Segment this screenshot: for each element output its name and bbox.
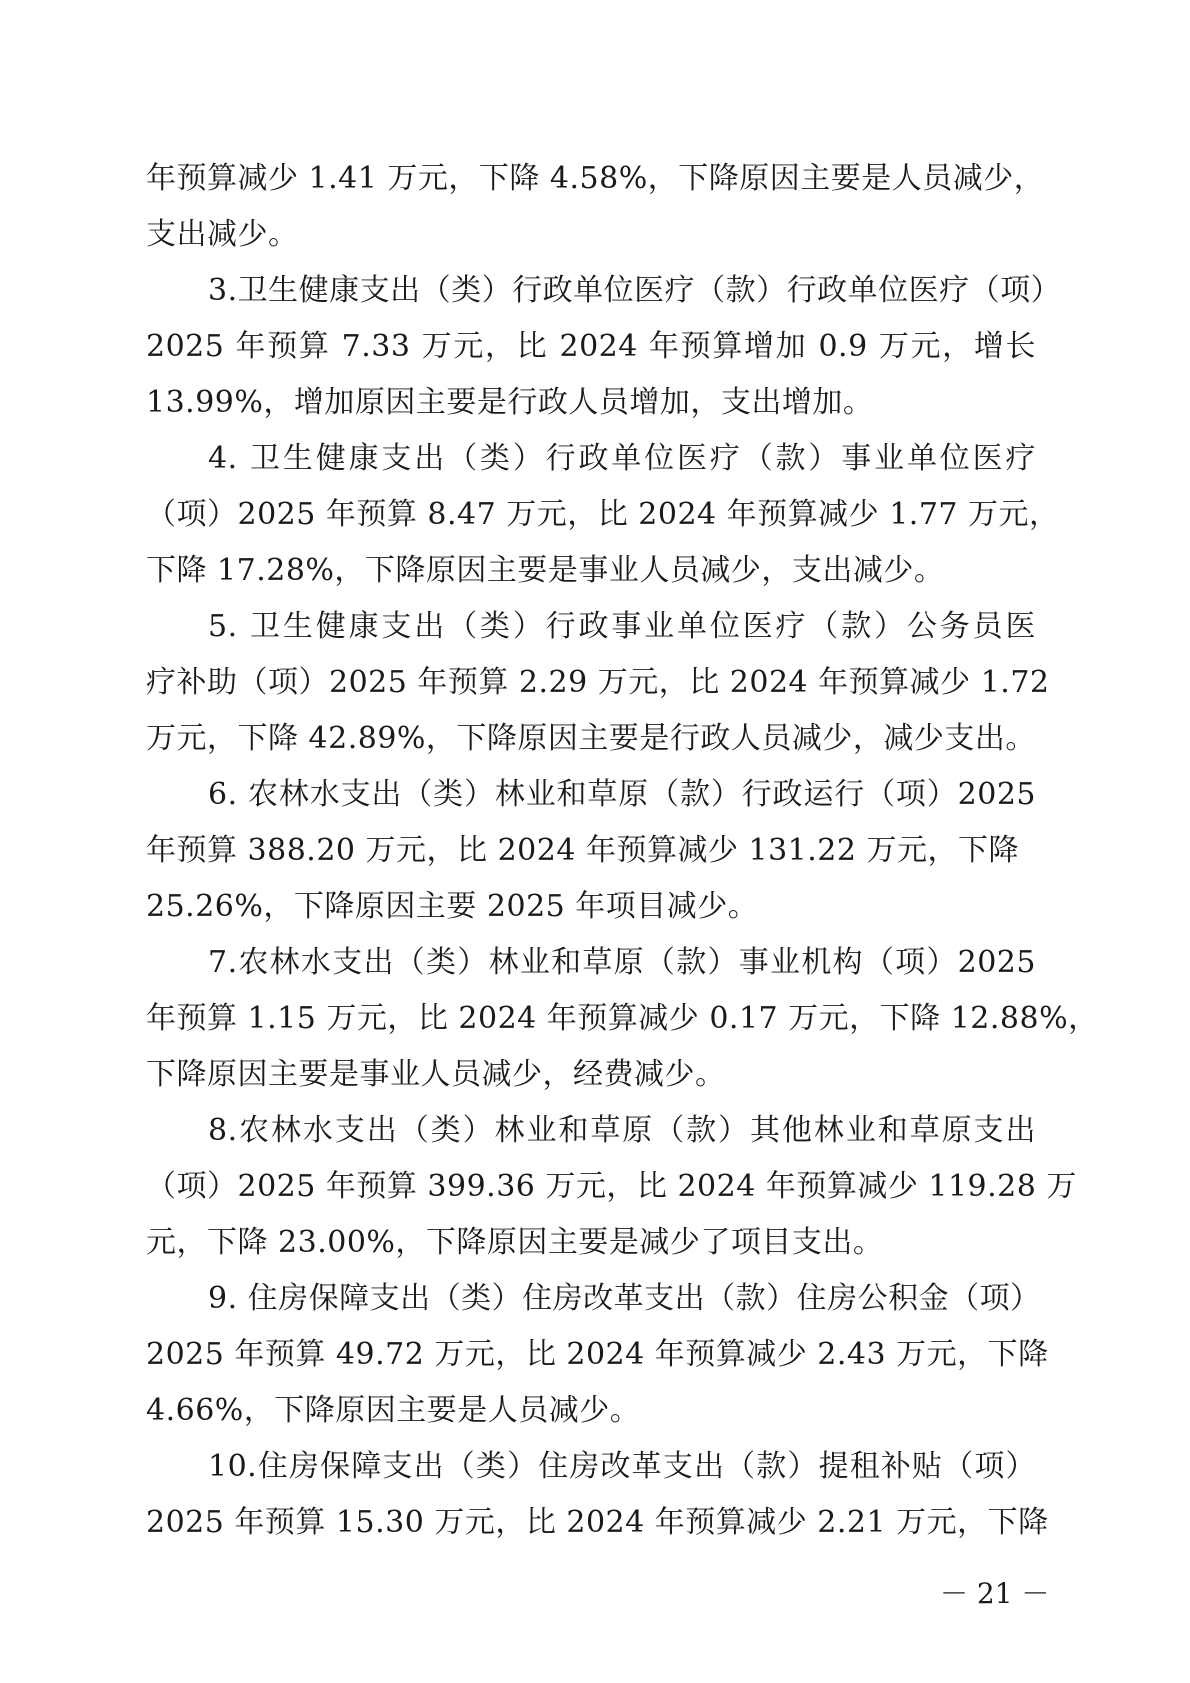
text-line: （项）2025 年预算 8.47 万元，比 2024 年预算减少 1.77 万元， bbox=[146, 497, 1060, 532]
text-line: （项）2025 年预算 399.36 万元，比 2024 年预算减少 119.28 万 bbox=[146, 1169, 1077, 1204]
text-line: 2025 年预算 15.30 万元，比 2024 年预算减少 2.21 万元，下降 bbox=[146, 1505, 1049, 1540]
paragraph-item-5 bbox=[146, 599, 1050, 767]
text-line: 下降原因主要是事业人员减少，经费减少。 bbox=[146, 1057, 726, 1092]
paragraph-item-8 bbox=[146, 1103, 1077, 1271]
text-line: 4.66%，下降原因主要是人员减少。 bbox=[146, 1393, 641, 1428]
text-line: 元，下降 23.00%，下降原因主要是减少了项目支出。 bbox=[146, 1225, 884, 1260]
text-line: 万元，下降 42.89%，下降原因主要是行政人员减少，减少支出。 bbox=[146, 721, 1036, 756]
paragraph-continued bbox=[146, 151, 1045, 263]
text-line: 年预算 1.15 万元，比 2024 年预算减少 0.17 万元，下降 12.88%， bbox=[146, 1001, 1099, 1036]
paragraph-item-9 bbox=[146, 1271, 1049, 1439]
text-line: 6. 农林水支出（类）林业和草原（款）行政运行（项）2025 bbox=[208, 777, 1036, 812]
text-line: 25.26%，下降原因主要 2025 年项目减少。 bbox=[146, 889, 759, 924]
text-line: 9. 住房保障支出（类）住房改革支出（款）住房公积金（项） bbox=[208, 1281, 1041, 1316]
text-line: 7.农林水支出（类）林业和草原（款）事业机构（项）2025 bbox=[208, 945, 1036, 980]
paragraph-item-3 bbox=[146, 263, 1062, 431]
text-line: 年预算减少 1.41 万元，下降 4.58%，下降原因主要是人员减少， bbox=[146, 161, 1045, 196]
text-line: 10.住房保障支出（类）住房改革支出（款）提租补贴（项） bbox=[208, 1449, 1036, 1484]
text-line: 疗补助（项）2025 年预算 2.29 万元，比 2024 年预算减少 1.72 bbox=[146, 665, 1050, 700]
page-number: － 21 － bbox=[940, 1577, 1050, 1610]
text-line: 下降 17.28%，下降原因主要是事业人员减少，支出减少。 bbox=[146, 553, 945, 588]
text-line: 13.99%，增加原因主要是行政人员增加，支出增加。 bbox=[146, 385, 874, 420]
text-line: 2025 年预算 7.33 万元，比 2024 年预算增加 0.9 万元，增长 bbox=[146, 329, 1036, 364]
document-body bbox=[146, 151, 1099, 1551]
paragraph-item-10 bbox=[146, 1439, 1049, 1551]
paragraph-item-4 bbox=[146, 431, 1060, 599]
paragraph-item-6 bbox=[146, 767, 1036, 935]
text-line: 年预算 388.20 万元，比 2024 年预算减少 131.22 万元，下降 bbox=[146, 833, 1020, 868]
text-line: 5. 卫生健康支出（类）行政事业单位医疗（款）公务员医 bbox=[208, 609, 1036, 644]
text-line: 支出减少。 bbox=[146, 217, 299, 252]
text-line: 3.卫生健康支出（类）行政单位医疗（款）行政单位医疗（项） bbox=[208, 273, 1062, 308]
text-line: 4. 卫生健康支出（类）行政单位医疗（款）事业单位医疗 bbox=[208, 441, 1036, 476]
text-line: 8.农林水支出（类）林业和草原（款）其他林业和草原支出 bbox=[208, 1113, 1036, 1148]
paragraph-item-7 bbox=[146, 935, 1099, 1103]
text-line: 2025 年预算 49.72 万元，比 2024 年预算减少 2.43 万元，下降 bbox=[146, 1337, 1049, 1372]
